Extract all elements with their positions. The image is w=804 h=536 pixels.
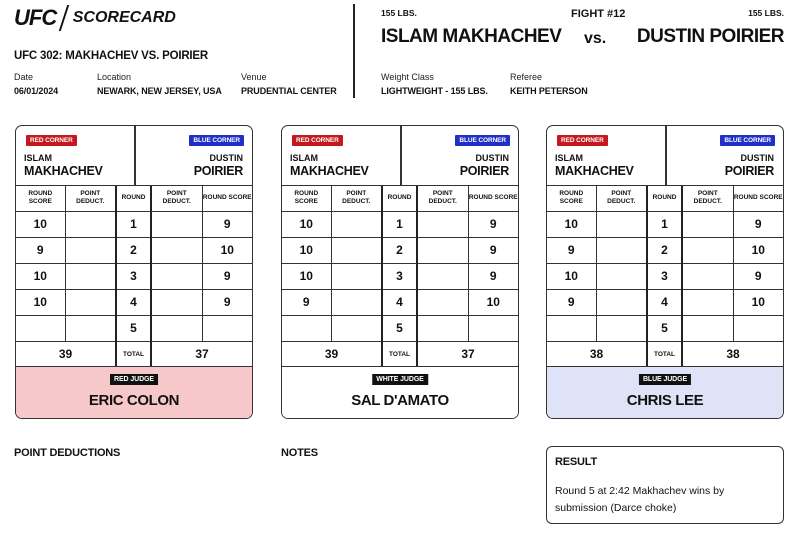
referee-value: KEITH PETERSON [510, 86, 588, 96]
scorecard-white-judge [281, 125, 519, 419]
red-round-score: 10 [16, 211, 65, 237]
round-row [282, 263, 518, 289]
red-point-deduction [65, 263, 116, 289]
ufc-logo [14, 6, 176, 30]
blue-round-score: 9 [733, 263, 783, 289]
blue-point-deduction [417, 263, 468, 289]
red-point-deduction [331, 315, 382, 341]
date-label: Date [14, 72, 34, 82]
date-value: 06/01/2024 [14, 86, 59, 96]
round-number: 1 [647, 211, 682, 237]
total-label: TOTAL [647, 341, 682, 367]
blue-total: 38 [682, 341, 783, 367]
round-number: 3 [647, 263, 682, 289]
weight-class-value: LIGHTWEIGHT - 155 LBS. [381, 86, 488, 96]
card-header [547, 126, 783, 186]
blue-round-score: 9 [468, 211, 518, 237]
red-fighter-last-name: MAKHACHEV [24, 164, 103, 178]
blue-round-score: 9 [468, 237, 518, 263]
blue-point-deduction [417, 237, 468, 263]
red-point-deduction [65, 211, 116, 237]
red-total: 39 [16, 341, 116, 367]
blue-point-deduction [151, 263, 202, 289]
blue-fighter-first-name: DUSTIN [740, 153, 774, 163]
round-number: 1 [382, 211, 417, 237]
blue-point-deduction [417, 315, 468, 341]
venue-label: Venue [241, 72, 267, 82]
round-number: 3 [382, 263, 417, 289]
blue-fighter-last-name: POIRIER [193, 164, 243, 178]
red-round-score: 10 [282, 263, 331, 289]
round-row [282, 289, 518, 315]
total-row [16, 341, 252, 367]
blue-point-deduction [151, 315, 202, 341]
card-header [282, 126, 518, 186]
scorecard-blue-judge [546, 125, 784, 419]
red-round-score [16, 315, 65, 341]
round-row [16, 315, 252, 341]
total-row [547, 341, 783, 367]
red-fighter-last-name: MAKHACHEV [555, 164, 634, 178]
referee-label: Referee [510, 72, 543, 82]
blue-round-score [468, 315, 518, 341]
round-row [282, 211, 518, 237]
blue-point-deduct-header: POINT DEDUCT. [682, 186, 733, 211]
red-corner-badge: RED CORNER [557, 135, 608, 146]
red-total: 38 [547, 341, 647, 367]
round-number: 2 [382, 237, 417, 263]
round-row [547, 237, 783, 263]
round-number: 3 [116, 263, 151, 289]
blue-point-deduction [682, 211, 733, 237]
card-header [16, 126, 252, 186]
red-round-score: 9 [282, 289, 331, 315]
round-row [282, 237, 518, 263]
score-table [16, 186, 252, 368]
result-title: RESULT [555, 456, 597, 468]
blue-point-deduction [682, 315, 733, 341]
red-fighter-first-name: ISLAM [290, 153, 318, 163]
result-text: Round 5 at 2:42 Makhachev wins by submission (Darce choke) [555, 485, 725, 514]
red-point-deduct-header: POINT DEDUCT. [596, 186, 647, 211]
red-point-deduction [331, 263, 382, 289]
result-panel [546, 446, 784, 524]
red-point-deduction [596, 237, 647, 263]
round-number: 2 [647, 237, 682, 263]
blue-fighter-first-name: DUSTIN [209, 153, 243, 163]
blue-round-score: 9 [468, 263, 518, 289]
round-number: 4 [116, 289, 151, 315]
round-row [547, 263, 783, 289]
blue-point-deduction [417, 211, 468, 237]
blue-round-score [202, 315, 252, 341]
red-fighter-first-name: ISLAM [555, 153, 583, 163]
round-number: 5 [647, 315, 682, 341]
red-round-score: 10 [282, 211, 331, 237]
red-point-deduct-header: POINT DEDUCT. [331, 186, 382, 211]
blue-round-score: 9 [202, 263, 252, 289]
blue-round-score: 10 [468, 289, 518, 315]
notes-title: NOTES [281, 447, 318, 459]
judge-panel [16, 366, 252, 419]
red-weight: 155 LBS. [381, 8, 417, 18]
header-divider [353, 4, 355, 98]
blue-fighter-last-name: POIRIER [724, 164, 774, 178]
blue-point-deduction [682, 289, 733, 315]
blue-point-deduction [682, 237, 733, 263]
header-split [665, 126, 667, 186]
location-label: Location [97, 72, 132, 82]
round-row [16, 237, 252, 263]
red-point-deduction [596, 211, 647, 237]
header-split [134, 126, 136, 186]
blue-round-score: 10 [733, 289, 783, 315]
blue-round-score: 9 [733, 211, 783, 237]
score-table-header [547, 186, 783, 211]
location-value: NEWARK, NEW JERSEY, USA [97, 86, 222, 96]
round-row [16, 263, 252, 289]
red-point-deduction [65, 289, 116, 315]
blue-total: 37 [417, 341, 518, 367]
red-round-score-header: ROUND SCORE [282, 186, 331, 211]
score-table-header [16, 186, 252, 211]
red-round-score: 10 [547, 263, 596, 289]
red-point-deduction [596, 315, 647, 341]
red-point-deduction [65, 237, 116, 263]
round-row [16, 289, 252, 315]
point-deductions-title: POINT DEDUCTIONS [14, 447, 121, 459]
red-fighter-name: ISLAM MAKHACHEV [381, 26, 562, 47]
red-point-deduction [331, 211, 382, 237]
total-row [282, 341, 518, 367]
round-header: ROUND [116, 186, 151, 211]
blue-point-deduction [417, 289, 468, 315]
red-corner-badge: RED CORNER [26, 135, 77, 146]
blue-fighter-last-name: POIRIER [459, 164, 509, 178]
blue-point-deduction [151, 289, 202, 315]
red-round-score: 10 [16, 263, 65, 289]
score-table [282, 186, 518, 368]
round-number: 4 [647, 289, 682, 315]
round-header: ROUND [382, 186, 417, 211]
round-number: 4 [382, 289, 417, 315]
red-round-score: 10 [282, 237, 331, 263]
judge-name: ERIC COLON [88, 392, 180, 409]
blue-round-score-header: ROUND SCORE [468, 186, 518, 211]
scorecard-red-judge [15, 125, 253, 419]
blue-point-deduction [682, 263, 733, 289]
scorecard-heading: SCORECARD [72, 9, 176, 26]
venue-value: PRUDENTIAL CENTER [241, 86, 337, 96]
red-point-deduction [65, 315, 116, 341]
round-number: 2 [116, 237, 151, 263]
round-row [547, 211, 783, 237]
red-round-score [282, 315, 331, 341]
blue-fighter-name: DUSTIN POIRIER [636, 26, 784, 47]
score-table [547, 186, 783, 368]
weight-class-label: Weight Class [381, 72, 434, 82]
blue-corner-badge: BLUE CORNER [189, 135, 244, 146]
red-corner-badge: RED CORNER [292, 135, 343, 146]
blue-round-score [733, 315, 783, 341]
total-label: TOTAL [382, 341, 417, 367]
blue-corner-badge: BLUE CORNER [455, 135, 510, 146]
round-row [547, 315, 783, 341]
round-header: ROUND [647, 186, 682, 211]
red-point-deduction [596, 263, 647, 289]
red-round-score-header: ROUND SCORE [16, 186, 65, 211]
red-round-score: 9 [547, 289, 596, 315]
blue-total: 37 [151, 341, 252, 367]
red-round-score [547, 315, 596, 341]
red-round-score: 9 [16, 237, 65, 263]
blue-round-score: 10 [733, 237, 783, 263]
judge-panel [547, 366, 783, 419]
red-point-deduction [331, 237, 382, 263]
judge-name: SAL D'AMATO [351, 392, 449, 409]
blue-point-deduction [151, 211, 202, 237]
blue-corner-badge: BLUE CORNER [720, 135, 775, 146]
blue-weight: 155 LBS. [748, 8, 784, 18]
header-split [400, 126, 402, 186]
judge-badge: RED JUDGE [110, 374, 158, 385]
blue-point-deduct-header: POINT DEDUCT. [151, 186, 202, 211]
logo-divider [59, 5, 69, 31]
blue-round-score-header: ROUND SCORE [202, 186, 252, 211]
blue-fighter-first-name: DUSTIN [475, 153, 509, 163]
event-title: UFC 302: MAKHACHEV VS. POIRIER [14, 50, 209, 62]
red-round-score: 9 [547, 237, 596, 263]
judge-name: CHRIS LEE [626, 392, 704, 409]
judge-badge: BLUE JUDGE [639, 374, 691, 385]
round-number: 5 [116, 315, 151, 341]
judge-badge: WHITE JUDGE [372, 374, 428, 385]
round-row [547, 289, 783, 315]
red-round-score: 10 [16, 289, 65, 315]
round-row [282, 315, 518, 341]
red-fighter-first-name: ISLAM [24, 153, 52, 163]
red-point-deduct-header: POINT DEDUCT. [65, 186, 116, 211]
red-fighter-last-name: MAKHACHEV [290, 164, 369, 178]
blue-round-score: 9 [202, 289, 252, 315]
ufc-logo-mark: UFC [14, 5, 57, 30]
score-table-header [282, 186, 518, 211]
round-number: 5 [382, 315, 417, 341]
total-label: TOTAL [116, 341, 151, 367]
blue-round-score: 10 [202, 237, 252, 263]
red-round-score-header: ROUND SCORE [547, 186, 596, 211]
blue-round-score-header: ROUND SCORE [733, 186, 783, 211]
red-point-deduction [331, 289, 382, 315]
versus-label: vs. [584, 30, 607, 47]
blue-point-deduction [151, 237, 202, 263]
round-number: 1 [116, 211, 151, 237]
round-row [16, 211, 252, 237]
red-round-score: 10 [547, 211, 596, 237]
fight-number: FIGHT #12 [571, 8, 626, 20]
blue-point-deduct-header: POINT DEDUCT. [417, 186, 468, 211]
red-point-deduction [596, 289, 647, 315]
red-total: 39 [282, 341, 382, 367]
blue-round-score: 9 [202, 211, 252, 237]
judge-panel [282, 366, 518, 419]
